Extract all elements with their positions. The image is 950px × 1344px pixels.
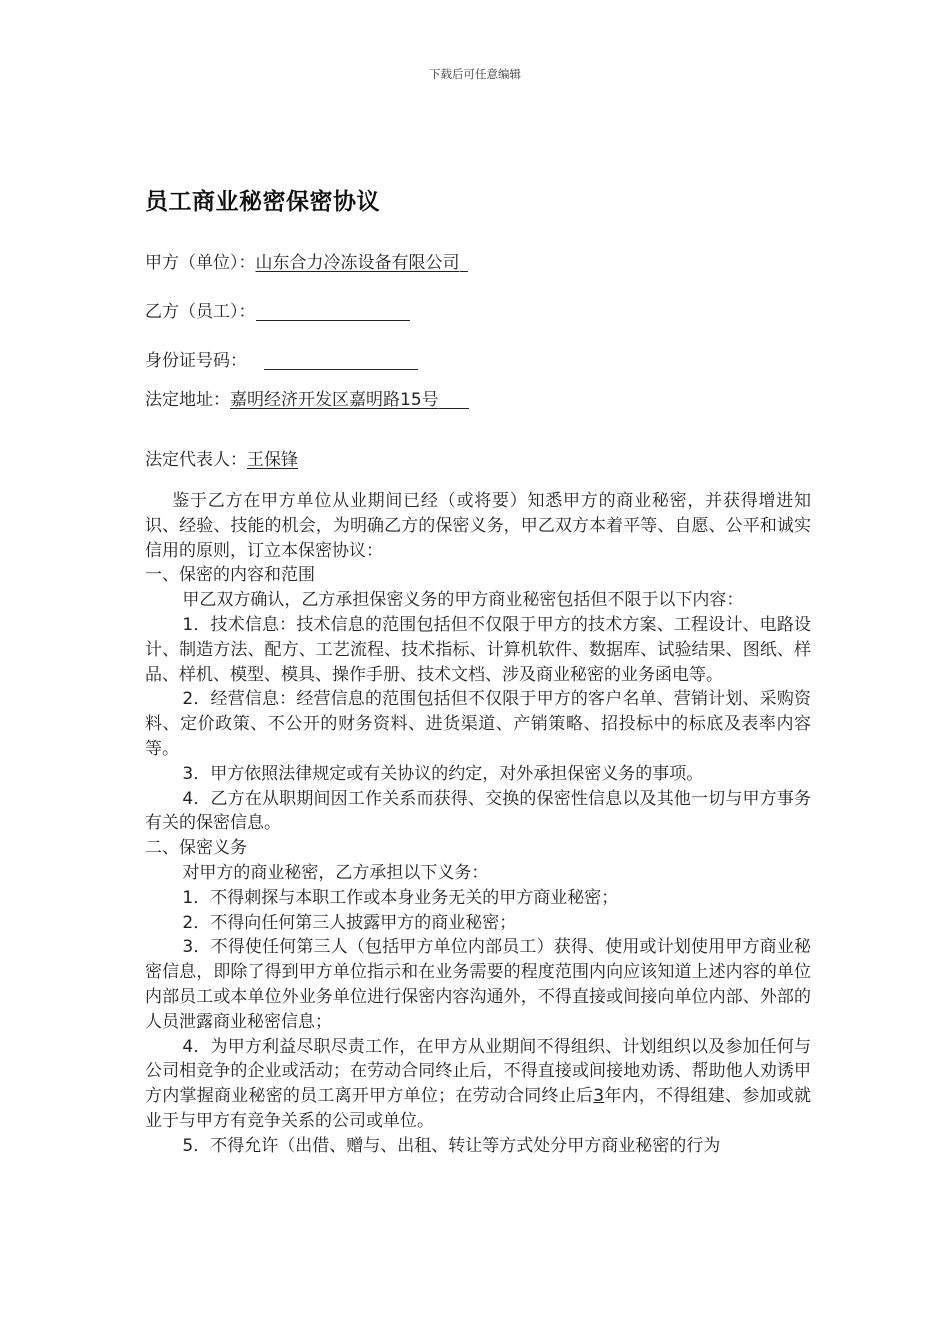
party-a-underline: [460, 254, 468, 272]
section-2-item-4: [145, 1035, 811, 1134]
party-a-value: 山东合力冷冻设备有限公司: [255, 253, 460, 273]
party-a-label: 甲方（单位）：: [145, 253, 256, 273]
section-2-heading: 二、保密义务: [145, 838, 247, 859]
section-2-item: 2．不得向任何第三人披露甲方的商业秘密；: [182, 912, 517, 933]
party-a-line: [145, 248, 468, 273]
address-line: [145, 385, 469, 410]
address-label: 法定地址：: [145, 390, 230, 410]
section-2-item: 3．不得使任何第三人（包括甲方单位内部员工）获得、使用或计划使用甲方商业秘密信息，即除了得到甲方单位指示和在业务需要的程度范围内向应该知道上述内容的单位内部员工或本单位外业务单位进行保密内容沟通外，不得直接或间接向单位内部、外部的人员泄露商业秘密信息；: [145, 937, 811, 1032]
id-number-line: [145, 346, 418, 371]
agreement-body: [145, 489, 811, 1159]
item-4-text-post: 年内，不得组建、参加或就业于与甲方有竞争关系的公司或单位。: [145, 1086, 812, 1131]
section-1-heading: 一、保密的内容和范围: [145, 565, 315, 586]
id-number-label: 身份证号码：: [145, 351, 247, 371]
section-1-item: 4．乙方在从职期间因工作关系而获得、交换的保密性信息以及其他一切与甲方事务有关的保密信息。: [145, 788, 811, 834]
page-header-note: 下载后可任意编辑: [429, 67, 521, 81]
item-4-text-pre: 4．为甲方利益尽职尽责工作，在甲方从业期间不得组织、计划组织以及参加任何与公司相竞争的企业或活动；在劳动合同终止后，不得直接或间接地劝诱、帮助他人劝诱甲方内掌握商业秘密的员工离开甲方单位；在劳动合同终止后: [145, 1036, 811, 1107]
address-underline: [439, 391, 469, 409]
item-4-years: 3: [593, 1086, 605, 1107]
section-1-item: 3．甲方依照法律规定或有关协议的约定，对外承担保密义务的事项。: [182, 763, 704, 784]
intro-paragraph: 鉴于乙方在甲方单位从业期间已经（或将要）知悉甲方的商业秘密，并获得增进知识、经验、技能的机会，为明确乙方的保密义务，甲乙双方本着平等、自愿、公平和诚实信用的原则，订立本保密协议：: [145, 491, 811, 561]
section-2-lead: 对甲方的商业秘密，乙方承担以下义务：: [182, 862, 489, 883]
address-value: 嘉明经济开发区嘉明路15号: [230, 390, 439, 410]
section-1-lead: 甲乙双方确认，乙方承担保密义务的甲方商业秘密包括但不限于以下内容：: [182, 590, 744, 611]
representative-value: 王保锋: [247, 450, 298, 470]
section-1-item: 1．技术信息：技术信息的范围包括但不仅限于甲方的技术方案、工程设计、电路设计、制造方法、配方、工艺流程、技术指标、计算机软件、数据库、试验结果、图纸、样品、样机、模型、模具、操作手册、技术文档、涉及商业秘密的业务函电等。: [145, 614, 811, 685]
party-b-label: 乙方（员工）：: [145, 302, 256, 322]
id-number-blank: [264, 352, 418, 370]
document-title: 员工商业秘密保密协议: [145, 189, 380, 215]
section-2-item-5: 5．不得允许（出借、赠与、出租、转让等方式处分甲方商业秘密的行为: [182, 1135, 721, 1156]
section-1-item: 2．经营信息：经营信息的范围包括但不仅限于甲方的客户名单、营销计划、采购资料、定价政策、不公开的财务资料、进货渠道、产销策略、招投标中的标底及表率内容等。: [145, 689, 811, 759]
representative-line: [145, 445, 298, 470]
party-b-blank: [256, 303, 410, 321]
representative-label: 法定代表人：: [145, 450, 247, 470]
party-b-line: [145, 297, 410, 322]
section-2-item: 1．不得刺探与本职工作或本身业务无关的甲方商业秘密；: [182, 887, 619, 908]
